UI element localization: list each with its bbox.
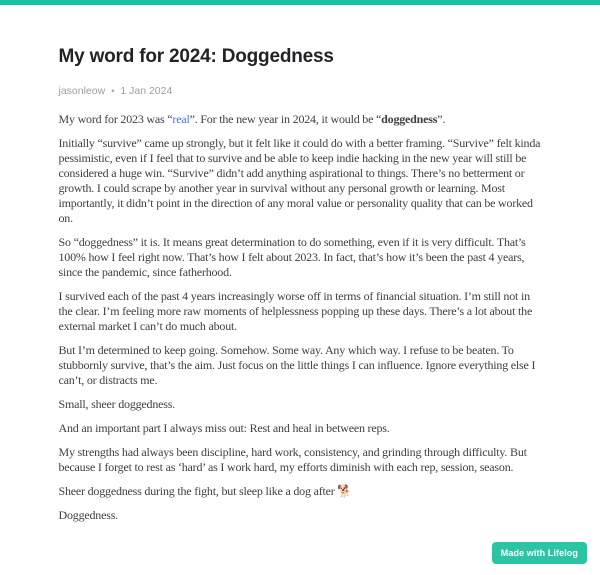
bold-text: doggedness: [381, 111, 438, 126]
publish-date: 1 Jan 2024: [120, 84, 173, 97]
made-with-lifelog-badge[interactable]: Made with Lifelog: [492, 542, 587, 564]
body-text: But I’m determined to keep going. Somehow. Some way. Any which way. I refuse to be beaten. To stubbornly survive, that’s the aim. Just focus on the little things I can influence. Ignore everything else I can’t, or distracts me.: [58, 342, 536, 387]
body-text: And an important part I always miss out: Rest and heal in between reps.: [58, 420, 390, 435]
paragraph: [59, 289, 542, 334]
article-body: [59, 112, 542, 523]
paragraph: [59, 508, 542, 523]
paragraph: [59, 112, 542, 127]
body-text: My word for 2023 was “: [58, 111, 173, 126]
inline-link[interactable]: real: [172, 111, 190, 126]
paragraph: [59, 484, 542, 499]
body-text: My strengths had always been discipline, hard work, consistency, and grinding through difficulty. But because I forget to rest as ‘hard’ as I work hard, my efforts diminish with each rep, session, season.: [58, 444, 527, 474]
page-title: My word for 2024: Doggedness: [58, 46, 334, 67]
body-text: ”. For the new year in 2024, it would be “: [189, 111, 382, 126]
paragraph: [59, 397, 542, 412]
byline: [59, 85, 542, 97]
body-text: Doggedness.: [58, 507, 118, 522]
body-text: Sheer doggedness during the fight, but sleep like a dog after 🐕: [58, 483, 353, 498]
paragraph: [59, 136, 542, 226]
paragraph: [59, 343, 542, 388]
article-container: [59, 5, 542, 523]
body-text: ”.: [437, 111, 446, 126]
body-text: Small, sheer doggedness.: [58, 396, 176, 411]
paragraph: [59, 445, 542, 475]
body-text: Initially “survive” came up strongly, but it felt like it could do with a better framing. “Survive” felt kinda pessimistic, even if I feel that to survive and be able to keep indie hacking in the new year will still be considered a huge win. “Survive” didn’t add anything aspirational to things. There’s no betterment or growth. I could scrape by another year in survival without any personal growth or learning. Most importantly, it didn’t point in the direction of any moral value or personality quality that can be worked on.: [58, 135, 541, 225]
byline-separator: •: [111, 85, 115, 96]
body-text: So “doggedness” it is. It means great determination to do something, even if it is very difficult. That’s 100% how I feel right now. That’s how I felt about 2023. In fact, that’s how it’s been the past 4 years, since the pandemic, since fatherhood.: [58, 234, 526, 279]
paragraph: [59, 421, 542, 436]
body-text: I survived each of the past 4 years increasingly worse off in terms of financial situation. I’m still not in the clear. I’m feeling more raw moments of helplessness popping up these days. There’s a lot about the external market I can’t do much about.: [58, 288, 533, 333]
paragraph: [59, 235, 542, 280]
author-link[interactable]: jasonleow: [58, 84, 106, 97]
